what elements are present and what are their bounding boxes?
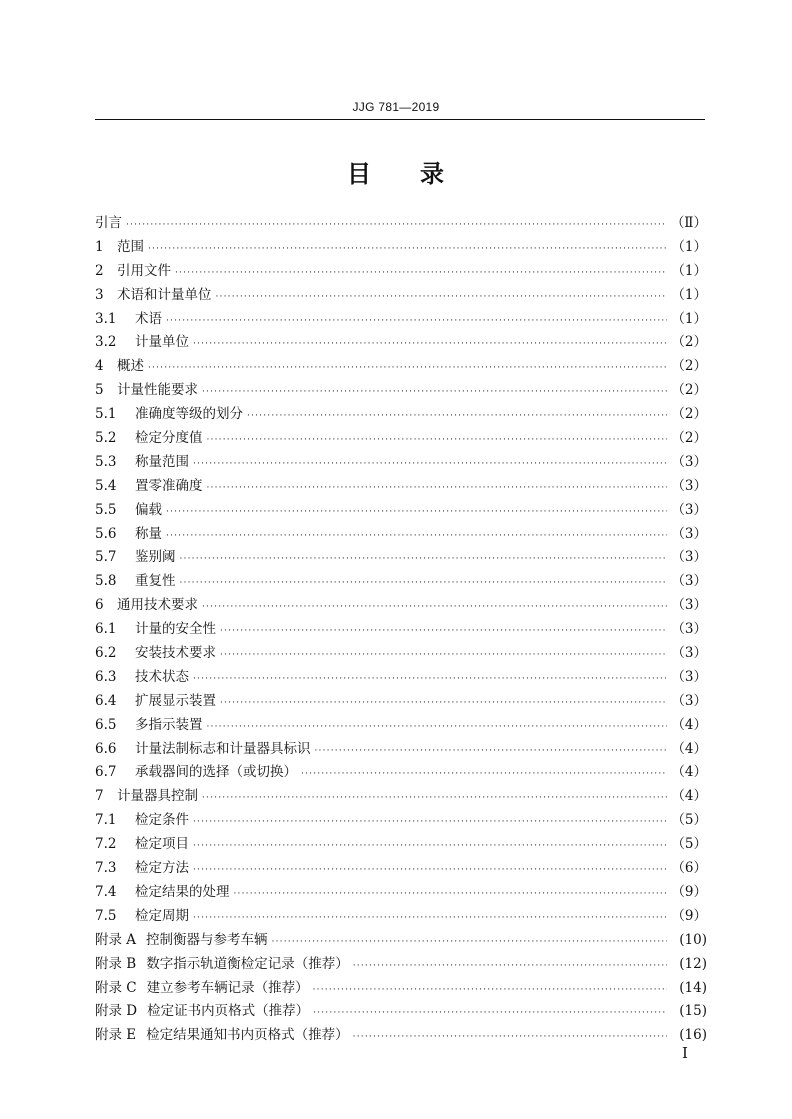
- toc-entry-title: 称量范围: [135, 453, 189, 470]
- toc-entry-page: （1）: [671, 262, 707, 279]
- toc-entry-page: （5）: [671, 812, 707, 829]
- toc-entry-number: 5.4: [95, 477, 117, 494]
- dot-leader: [175, 262, 667, 286]
- toc-entry-page: （3）: [671, 692, 707, 709]
- dot-leader: [193, 668, 667, 692]
- toc-entry[interactable]: [95, 260, 707, 284]
- toc-entry-number: 3: [95, 286, 104, 303]
- toc-entry-page: (10): [679, 931, 707, 948]
- toc-entry-number: 4: [95, 358, 104, 375]
- toc-entry-title: 置零准确度: [135, 477, 203, 494]
- toc-entry-number: 7.4: [95, 883, 117, 900]
- toc-entry-title: 检定结果通知书内页格式（推荐）: [146, 1027, 349, 1044]
- toc-entry-number: 7.5: [95, 907, 117, 924]
- toc-entry[interactable]: [95, 642, 707, 666]
- dot-leader: [193, 907, 667, 931]
- toc-entry[interactable]: [95, 355, 707, 379]
- toc-entry[interactable]: [95, 833, 707, 857]
- dot-leader: [126, 214, 667, 238]
- toc-entry-page: （3）: [671, 477, 707, 494]
- toc-entry-title: 计量单位: [135, 334, 189, 351]
- toc-entry-page: （9）: [671, 883, 707, 900]
- toc-entry-title: 称量: [135, 525, 162, 542]
- toc-entry[interactable]: [95, 594, 707, 618]
- toc-entry-number: 6.5: [95, 716, 117, 733]
- toc-entry-page: （4）: [671, 716, 707, 733]
- dot-leader: [207, 716, 668, 740]
- dot-leader: [148, 238, 667, 262]
- toc-entry-page: （2）: [671, 406, 707, 423]
- toc-entry-page: （3）: [671, 549, 707, 566]
- toc-entry-number: 附录 B: [95, 955, 137, 972]
- toc-entry-number: 7.3: [95, 860, 117, 877]
- toc-entry[interactable]: [95, 499, 707, 523]
- toc-entry-title: 计量的安全性: [135, 621, 216, 638]
- toc-entry-number: 5.3: [95, 453, 117, 470]
- toc-entry[interactable]: [95, 929, 707, 953]
- toc-entry-page: （4）: [671, 764, 707, 781]
- dot-leader: [220, 620, 667, 644]
- toc-entry-page: （Ⅱ）: [670, 215, 707, 231]
- toc-entry-page: (12): [679, 955, 707, 972]
- dot-leader: [207, 477, 668, 501]
- toc-entry-title: 技术状态: [135, 668, 189, 685]
- toc-entry-number: 7: [95, 788, 104, 805]
- toc-entry-number: 3.1: [95, 310, 117, 327]
- toc-entry[interactable]: [95, 1024, 707, 1048]
- toc-entry-title: 准确度等级的划分: [135, 406, 243, 423]
- toc-entry-number: 6: [95, 597, 104, 614]
- toc-entry[interactable]: [95, 905, 707, 929]
- toc-entry-page: （1）: [671, 286, 707, 303]
- toc-entry-title: 范围: [117, 238, 144, 255]
- dot-leader: [220, 692, 667, 716]
- toc-entry-number: 6.2: [95, 645, 117, 662]
- dot-leader: [315, 740, 668, 764]
- toc-entry-page: （2）: [671, 358, 707, 375]
- toc-entry-title: 安装技术要求: [135, 645, 216, 662]
- toc-entry[interactable]: [95, 379, 707, 403]
- toc-entry-title: 多指示装置: [135, 716, 203, 733]
- document-code: JJG 781—2019: [352, 100, 440, 114]
- toc-entry-page: （3）: [671, 668, 707, 685]
- toc-entry[interactable]: [95, 331, 707, 355]
- toc-entry-page: （5）: [671, 836, 707, 853]
- toc-entry-number: 7.1: [95, 812, 117, 829]
- toc-entry-page: (14): [679, 979, 707, 996]
- toc-entry-page: （4）: [671, 740, 707, 757]
- toc-entry[interactable]: [95, 977, 707, 1001]
- toc-entry-title: 检定周期: [135, 907, 189, 924]
- toc-entry-page: （3）: [671, 453, 707, 470]
- toc-entry[interactable]: [95, 475, 707, 499]
- toc-entry-page: （3）: [671, 621, 707, 638]
- toc-entry-number: 附录 E: [95, 1027, 137, 1044]
- dot-leader: [301, 763, 667, 787]
- toc-entry-page: （1）: [671, 310, 707, 327]
- toc-entry-title: 控制衡器与参考车辆: [146, 931, 268, 948]
- toc-entry-title: 计量器具控制: [117, 788, 198, 805]
- toc-entry-title: 术语: [135, 310, 162, 327]
- dot-leader: [234, 883, 668, 907]
- toc-entry-title: 检定方法: [135, 860, 189, 877]
- toc-entry-number: 6.6: [95, 740, 117, 757]
- toc-entry-title: 计量性能要求: [117, 382, 198, 399]
- toc-entry-title: 重复性: [135, 573, 176, 590]
- toc-entry-title: 检定分度值: [135, 430, 203, 447]
- toc-entry[interactable]: [95, 546, 707, 570]
- toc-entry[interactable]: [95, 714, 707, 738]
- dot-leader: [247, 405, 667, 429]
- dot-leader: [353, 1026, 667, 1050]
- toc-entry[interactable]: [95, 403, 707, 427]
- toc-entry-number: 7.2: [95, 836, 117, 853]
- toc-entry[interactable]: [95, 236, 707, 260]
- dot-leader: [193, 453, 667, 477]
- dot-leader: [272, 931, 667, 955]
- toc-entry[interactable]: [95, 785, 707, 809]
- dot-leader: [166, 525, 667, 549]
- toc-entry[interactable]: [95, 212, 707, 236]
- toc-entry-page: （1）: [671, 238, 707, 255]
- toc-entry-title: 数字指示轨道衡检定记录（推荐）: [146, 955, 349, 972]
- dot-leader: [207, 429, 668, 453]
- toc-entry-number: 6.3: [95, 668, 117, 685]
- toc-entry-page: (16): [679, 1027, 707, 1044]
- toc-entry[interactable]: [95, 761, 707, 785]
- toc-entry-page: (15): [679, 1003, 707, 1020]
- toc-entry[interactable]: [95, 284, 707, 308]
- dot-leader: [193, 835, 667, 859]
- toc-entry-title: 承载器间的选择（或切换）: [135, 764, 297, 781]
- toc-entry[interactable]: [95, 666, 707, 690]
- toc-entry[interactable]: [95, 738, 707, 762]
- toc-entry[interactable]: [95, 953, 707, 977]
- dot-leader: [180, 572, 668, 596]
- toc-entry-number: 3.2: [95, 334, 117, 351]
- toc-entry-title: 检定结果的处理: [135, 883, 230, 900]
- toc-entry-title: 扩展显示装置: [135, 692, 216, 709]
- table-of-contents: [95, 212, 707, 1048]
- toc-entry[interactable]: [95, 523, 707, 547]
- toc-entry-number: 5.2: [95, 430, 117, 447]
- dot-leader: [166, 310, 667, 334]
- toc-entry-number: 5: [95, 382, 104, 399]
- toc-entry-number: 5.6: [95, 525, 117, 542]
- toc-entry-title: 概述: [117, 358, 144, 375]
- toc-entry-number: 附录 A: [95, 931, 137, 948]
- toc-entry-page: （3）: [671, 573, 707, 590]
- toc-entry-page: （3）: [671, 501, 707, 518]
- toc-entry-number: 6.1: [95, 621, 117, 638]
- toc-entry[interactable]: [95, 427, 707, 451]
- toc-entry[interactable]: [95, 618, 707, 642]
- toc-entry-title: 计量法制标志和计量器具标识: [135, 740, 311, 757]
- dot-leader: [148, 357, 667, 381]
- toc-entry-title: 引用文件: [117, 262, 171, 279]
- toc-entry-title: 检定项目: [135, 836, 189, 853]
- toc-entry-number: 5.5: [95, 501, 117, 518]
- dot-leader: [220, 644, 667, 668]
- toc-entry-page: （3）: [671, 597, 707, 614]
- title-char-2: 录: [420, 160, 445, 188]
- toc-entry[interactable]: [95, 308, 707, 332]
- toc-entry[interactable]: [95, 451, 707, 475]
- toc-entry-title: 通用技术要求: [117, 597, 198, 614]
- toc-entry-number: 6.4: [95, 692, 117, 709]
- toc-entry-page: （2）: [671, 334, 707, 351]
- toc-entry-number: 附录 D: [95, 1003, 138, 1020]
- toc-entry[interactable]: [95, 881, 707, 905]
- dot-leader: [193, 811, 667, 835]
- dot-leader: [193, 333, 667, 357]
- dot-leader: [202, 787, 667, 811]
- dot-leader: [202, 381, 667, 405]
- toc-entry[interactable]: [95, 857, 707, 881]
- toc-entry-number: 2: [95, 262, 104, 279]
- toc-entry-title: 鉴别阈: [135, 549, 176, 566]
- toc-entry-page: （9）: [671, 907, 707, 924]
- toc-entry-title: 引言: [95, 215, 122, 231]
- toc-entry-title: 偏载: [135, 501, 162, 518]
- dot-leader: [353, 955, 667, 979]
- toc-entry[interactable]: [95, 809, 707, 833]
- toc-entry-title: 建立参考车辆记录（推荐）: [146, 979, 309, 996]
- dot-leader: [202, 596, 667, 620]
- toc-entry-number: 5.8: [95, 573, 117, 590]
- toc-entry-number: 1: [95, 238, 104, 255]
- toc-entry-number: 附录 C: [95, 979, 137, 996]
- dot-leader: [313, 979, 667, 1003]
- toc-entry-number: 5.7: [95, 549, 117, 566]
- toc-entry-title: 检定证书内页格式（推荐）: [147, 1003, 310, 1020]
- dot-leader: [166, 501, 667, 525]
- toc-entry-title: 检定条件: [135, 812, 189, 829]
- dot-leader: [313, 1002, 667, 1026]
- toc-entry-page: （2）: [671, 430, 707, 447]
- toc-entry-number: 6.7: [95, 764, 117, 781]
- toc-entry[interactable]: [95, 690, 707, 714]
- dot-leader: [180, 548, 668, 572]
- page-title: [0, 154, 792, 189]
- toc-entry-page: （3）: [671, 525, 707, 542]
- title-char-1: 目: [347, 160, 372, 188]
- toc-entry[interactable]: [95, 1000, 707, 1024]
- dot-leader: [193, 859, 667, 883]
- toc-entry-title: 术语和计量单位: [117, 286, 212, 303]
- header-rule: [95, 119, 705, 120]
- dot-leader: [216, 286, 668, 310]
- page-number: I: [682, 1044, 688, 1062]
- toc-entry-page: （2）: [671, 382, 707, 399]
- toc-entry[interactable]: [95, 570, 707, 594]
- toc-entry-page: （4）: [671, 788, 707, 805]
- toc-entry-page: （3）: [671, 645, 707, 662]
- toc-entry-page: （6）: [671, 860, 707, 877]
- toc-entry-number: 5.1: [95, 406, 117, 423]
